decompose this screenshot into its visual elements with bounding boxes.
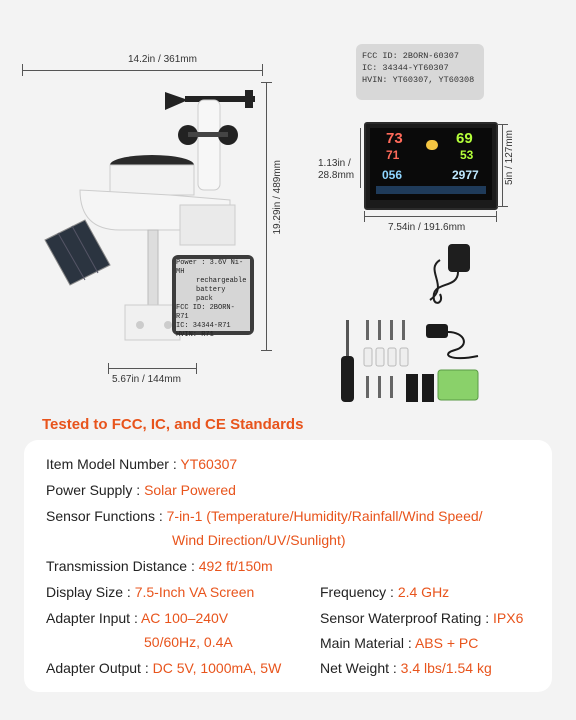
- station-width-label: 14.2in / 361mm: [128, 54, 197, 65]
- station-height-label: 19.29in / 489mm: [272, 160, 283, 235]
- battery-sticker: Power : 3.6V Ni-MH rechargeable battery pack FCC ID: 2BORN-R71 IC: 34344-R71 HVIN: R71: [176, 259, 247, 339]
- spec-adapter-input-continued: 50/60Hz, 0.4A: [144, 634, 233, 650]
- spec-frequency: Frequency : 2.4 GHz: [320, 584, 450, 600]
- spec-adapter-output: Adapter Output : DC 5V, 1000mA, 5W: [46, 660, 282, 676]
- spec-transmission: Transmission Distance : 492 ft/150m: [46, 558, 273, 574]
- display-depth-label: 1.13in / 28.8mm: [318, 158, 355, 181]
- display-console: [364, 122, 498, 210]
- weather-icon: [426, 140, 438, 150]
- spec-material: Main Material : ABS + PC: [320, 635, 479, 651]
- spec-sensor-continued: Wind Direction/UV/Sunlight): [172, 532, 346, 548]
- spec-waterproof: Sensor Waterproof Rating : IPX6: [320, 610, 524, 626]
- accessories-image: [330, 316, 490, 406]
- power-adapter-image: [420, 240, 480, 310]
- spec-adapter-input: Adapter Input : AC 100–240V: [46, 610, 229, 626]
- fcc-label-plate: FCC ID: 2BORN-60307 IC: 34344-YT60307 HVIN: YT60307, YT60308: [356, 44, 484, 100]
- display-width-label: 7.54in / 191.6mm: [388, 222, 466, 233]
- display-reading-pressure: 2977: [452, 168, 479, 182]
- station-base-label: 5.67in / 144mm: [112, 374, 181, 385]
- spec-power: Power Supply : Solar Powered: [46, 482, 236, 498]
- display-reading-wind: 056: [382, 168, 403, 182]
- station-height-line: [266, 82, 267, 350]
- display-height-label: 5in / 127mm: [504, 130, 515, 186]
- station-width-line: [22, 70, 262, 71]
- spec-card: [24, 440, 552, 692]
- display-reading-temp-in: 69: [456, 130, 473, 147]
- display-reading-hum-in: 53: [460, 148, 474, 162]
- display-reading-temp-out: 73: [386, 130, 403, 147]
- spec-model: Item Model Number : YT60307: [46, 456, 238, 472]
- spec-sensor: Sensor Functions : 7-in-1 (Temperature/Humidity/Rainfall/Wind Speed/: [46, 508, 483, 524]
- station-base-line: [108, 368, 196, 369]
- standards-heading: Tested to FCC, IC, and CE Standards: [42, 416, 304, 433]
- spec-display-size: Display Size : 7.5-Inch VA Screen: [46, 584, 255, 600]
- display-reading-hum-out: 71: [386, 148, 400, 162]
- spec-weight: Net Weight : 3.4 lbs/1.54 kg: [320, 660, 492, 676]
